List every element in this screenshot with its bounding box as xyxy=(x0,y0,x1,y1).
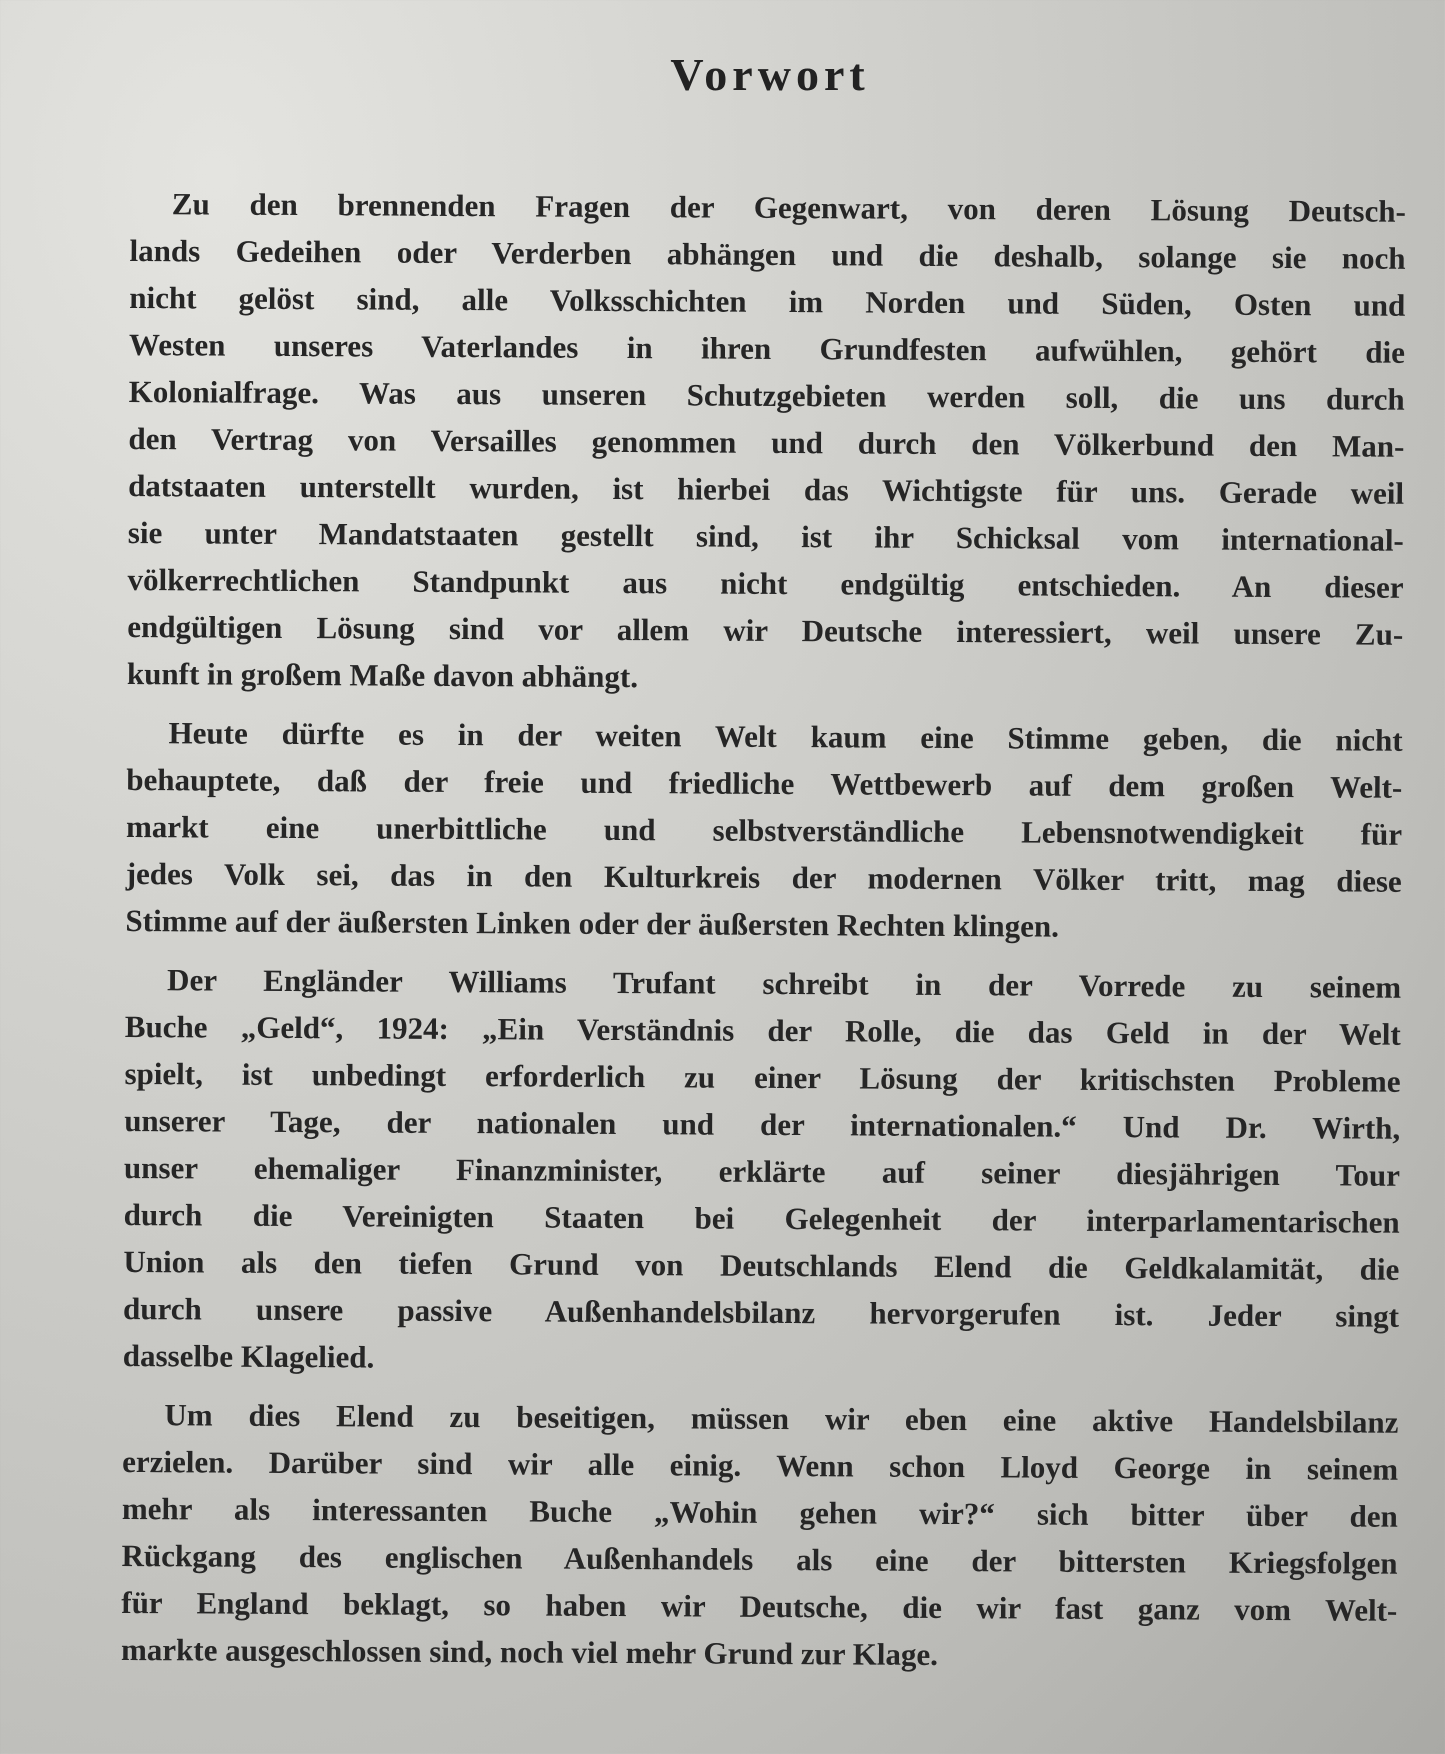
text-line: kunft in großem Maße davon abhängt. xyxy=(126,655,639,695)
paragraph xyxy=(125,709,1402,952)
text-line: nicht gelöst sind, alle Volksschichten im Norden und Süden, Osten und xyxy=(129,279,1406,323)
body-text xyxy=(121,180,1406,1693)
paragraph xyxy=(123,956,1402,1387)
text-line: durch unsere passive Außenhandelsbilanz hervorgerufen ist. Jeder singt xyxy=(122,1290,1400,1334)
text-line: behauptete, daß der freie und friedliche Wettbewerb auf dem großen Welt- xyxy=(126,761,1403,805)
text-line: Kolonialfrage. Was aus unseren Schutzgebieten werden soll, die uns durch xyxy=(128,373,1405,417)
text-line: lands Gedeihen oder Verderben abhängen und die deshalb, solange sie noch xyxy=(129,232,1406,276)
page-title: Vorwort xyxy=(670,49,870,100)
paragraph xyxy=(121,1391,1399,1681)
paragraph xyxy=(127,180,1406,705)
text-line: Buche „Geld“, 1924: „Ein Verständnis der Rolle, die das Geld in der Welt xyxy=(124,1008,1401,1052)
text-line: für England beklagt, so haben wir Deutsche, die wir fast ganz vom Welt- xyxy=(121,1584,1398,1628)
text-line: unser ehemaliger Finanzminister, erklärte auf seiner diesjährigen Tour xyxy=(123,1149,1401,1193)
text-line: erzielen. Darüber sind wir alle einig. Wenn schon Lloyd George in seinem xyxy=(122,1443,1399,1487)
text-line: dasselbe Klagelied. xyxy=(122,1337,375,1375)
text-line: Rückgang des englischen Außenhandels als eine der bittersten Kriegsfolgen xyxy=(121,1537,1398,1581)
text-line: endgültigen Lösung sind vor allem wir Deutsche interessiert, weil unsere Zu- xyxy=(127,608,1404,652)
text-line: Der Engländer Williams Trufant schreibt in der Vorrede zu seinem xyxy=(167,962,1402,1005)
text-line: völkerrechtlichen Standpunkt aus nicht endgültig entschieden. An dieser xyxy=(127,561,1404,605)
text-line: Um dies Elend zu beseitigen, müssen wir eben eine aktive Handelsbilanz xyxy=(164,1397,1399,1440)
text-line: markte ausgeschlossen sind, noch viel mehr Grund zur Klage. xyxy=(120,1631,939,1672)
text-line: mehr als interessanten Buche „Wohin gehen wir?“ sich bitter über den xyxy=(121,1490,1398,1534)
text-line: Heute dürfte es in der weiten Welt kaum eine Stimme geben, die nicht xyxy=(168,715,1403,758)
text-line: Union als den tiefen Grund von Deutschlands Elend die Geldkalamität, die xyxy=(123,1243,1400,1287)
text-line: unserer Tage, der nationalen und der internationalen.“ Und Dr. Wirth, xyxy=(124,1102,1401,1146)
text-line: datstaaten unterstellt wurden, ist hierbei das Wichtigste für uns. Gerade weil xyxy=(128,467,1405,511)
text-line: Westen unseres Vaterlandes in ihren Grundfesten aufwühlen, gehört die xyxy=(128,326,1406,370)
text-line: sie unter Mandatstaaten gestellt sind, ist ihr Schicksal vom international- xyxy=(127,514,1404,558)
text-line: Zu den brennenden Fragen der Gegenwart, von deren Lösung Deutsch- xyxy=(171,186,1406,229)
text-line: den Vertrag von Versailles genommen und durch den Völkerbund den Man- xyxy=(128,420,1405,464)
text-line: spielt, ist unbedingt erforderlich zu einer Lösung der kritischsten Probleme xyxy=(124,1055,1401,1099)
text-line: durch die Vereinigten Staaten bei Gelegenheit der interparlamentarischen xyxy=(123,1196,1400,1240)
text-line: markt eine unerbittliche und selbstverständliche Lebensnotwendigkeit für xyxy=(125,808,1403,852)
text-line: Stimme auf der äußersten Linken oder der äußersten Rechten klingen. xyxy=(125,902,1060,944)
text-line: jedes Volk sei, das in den Kulturkreis der modernen Völker tritt, mag diese xyxy=(125,855,1402,899)
